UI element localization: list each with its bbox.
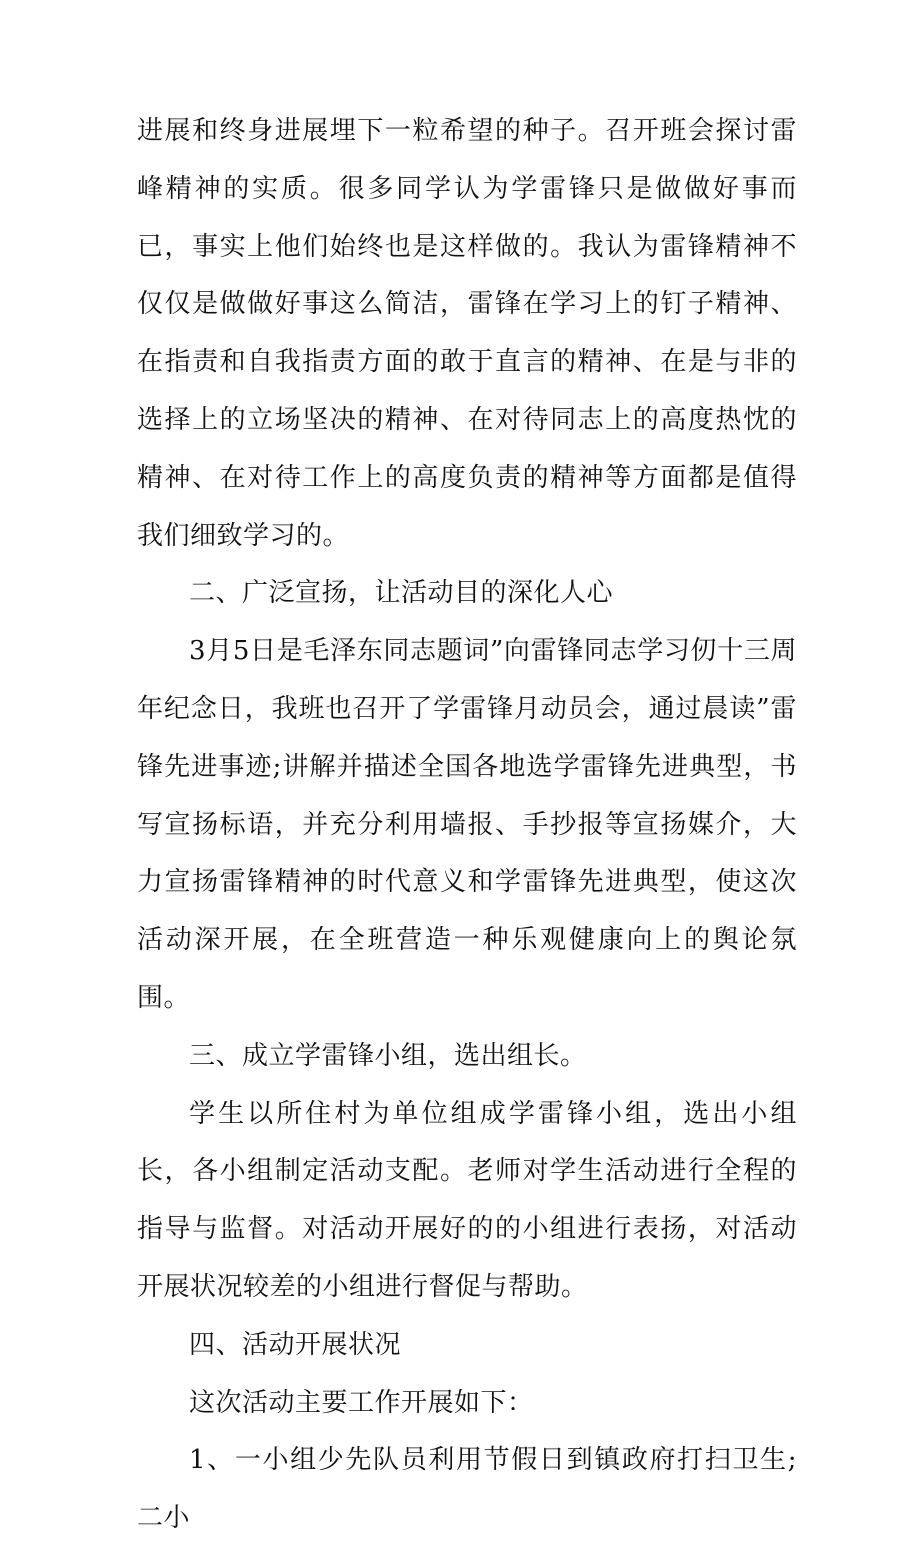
section-heading: 三、成立学雷锋小组，选出组长。 [189,1040,587,1071]
body-paragraph: 进展和终身进展埋下一粒希望的种子。召开班会探讨雷峰精神的实质。很多同学认为学雷锋只是做做好事而已，事实上他们始终也是这样做的。我认为雷锋精神不仅仅是做做好事这么简洁，雷锋在学习上的钉子精神、在指责和自我指责方面的敢于直言的精神、在是与非的选择上的立场坚决的精神、在对待同志上的高度热忱的精神、在对待工作上的高度负责的精神等方面都是值得我们细致学习的。 [137,116,797,551]
document-body [137,103,797,1548]
list-item-paragraph: 1、一小组少先队员利用节假日到镇政府打扫卫生;二小 [137,1445,797,1534]
body-paragraph: 3月5日是毛泽东同志题词”向雷锋同志学习仞十三周年纪念日，我班也召开了学雷锋月动员会，通过晨读”雷锋先进事迹;讲解并描述全国各地选学雷锋先进典型，书写宣扬标语，并充分利用墙报、手抄报等宣扬媒介，大力宣扬雷锋精神的时代意义和学雷锋先进典型，使这次活动深开展，在全班营造一种乐观健康向上的舆论氛围。 [137,636,797,1013]
section-heading: 二、广泛宣扬，让活动目的深化人心 [189,578,614,609]
section-heading: 四、活动开展状况 [189,1329,402,1360]
body-paragraph: 这次活动主要工作开展如下： [189,1387,534,1418]
body-paragraph: 学生以所住村为单位组成学雷锋小组，选出小组长，各小组制定活动支配。老师对学生活动进行全程的指导与监督。对活动开展好的的小组进行表扬，对活动开展状况较差的小组进行督促与帮助。 [137,1098,797,1302]
